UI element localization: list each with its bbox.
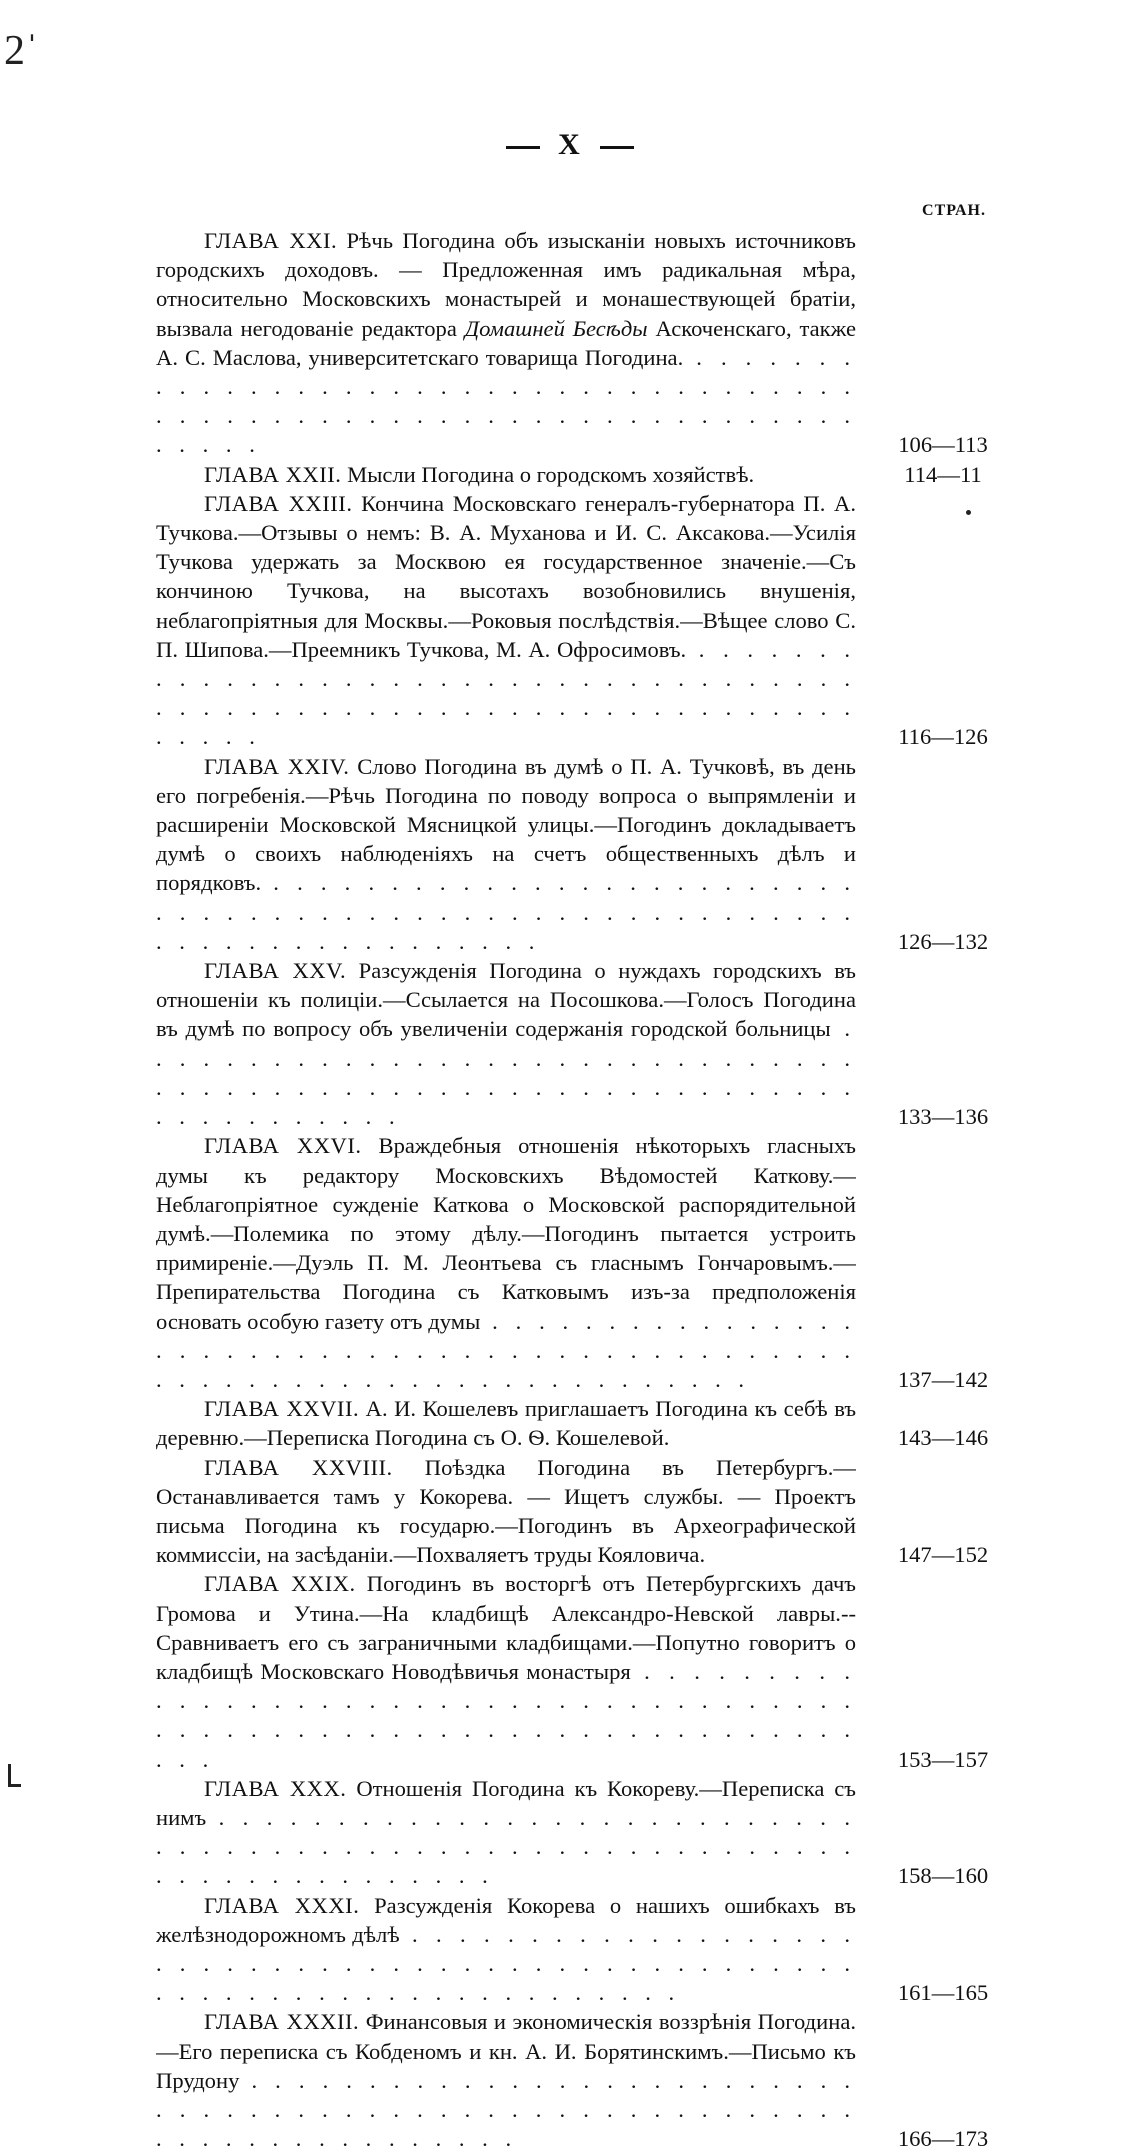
toc-entry-chapter-22 <box>156 460 1006 489</box>
page-range: 114—11 <box>904 461 982 487</box>
chapter-summary: А. И. Кошелевъ приглашаетъ Погодина къ себѣ въ деревню.—Переписка Погодина съ О. Ѳ. Кошелевой. <box>156 1396 856 1451</box>
chapter-title: ГЛАВА XXII. <box>204 461 342 487</box>
page-range: 158—160 <box>897 1863 989 1889</box>
chapter-title: ГЛАВА XXIV. <box>204 753 350 779</box>
chapter-summary-end: Аскоченскаго, также А. С. Маслова, университетскаго товарища Погодина. . . . <box>156 316 856 458</box>
chapter-title: ГЛАВА XXXII. <box>204 2009 360 2035</box>
page-range: 166—173 <box>897 2126 989 2152</box>
toc-entry-chapter-27 <box>156 1394 1006 1452</box>
chapter-summary: Финансовыя и экономическія воззрѣнія Погодина.—Его переписка съ Кобденомъ и кн. А. И. Борятинскимъ.—Письмо къ Прудону . . . <box>156 2009 856 2151</box>
chapter-title: ГЛАВА XXXI. <box>204 1892 360 1918</box>
page-range: 153—157 <box>897 1746 989 1772</box>
chapter-summary: Враждебныя отношенія нѣкоторыхъ гласныхъ думы къ редактору Московскихъ Вѣдомостей Каткову.—Неблагопріятное сужденіе Каткова о Московской распорядительной думѣ.—Полемика по этому дѣлу.—Погодинъ пытается устроить примиреніе.—Дуэль П. М. Леонтьева съ гласнымъ Гончаровымъ.—Препирательства Погодина съ Катковымъ изъ-за предположенія основать особую газету отъ думы . . . <box>156 1133 856 1392</box>
chapter-summary: Погодинъ въ восторгѣ отъ Петербургскихъ дачъ Громова и Утина.—На кладбищѣ Александро-Невской лавры.--Сравниваетъ его съ заграничными кладбищами.—Попутно говоритъ о кладбищѣ Московскаго Новодѣвичья монастыря . . . <box>156 1571 856 1771</box>
chapter-title: ГЛАВА XXVII. <box>204 1396 360 1422</box>
chapter-summary: Поѣздка Погодина въ Петербургъ.—Останавливается тамъ у Кокорева. — Ищетъ службы. — Проектъ письма Погодина къ государю.—Погодинъ въ Археографической коммиссіи, на засѣданіи.—Похваляетъ труды Кояловича. <box>156 1454 856 1568</box>
chapter-title: ГЛАВА XXVIII. <box>204 1454 393 1480</box>
chapter-title: ГЛАВА XXX. <box>204 1775 347 1801</box>
page-range: 126—132 <box>897 928 989 954</box>
toc-entry-chapter-31 <box>156 1891 1006 2008</box>
table-of-contents <box>156 226 1006 2153</box>
page-range: 133—136 <box>897 1104 989 1130</box>
toc-entry-chapter-21 <box>156 226 1006 460</box>
chapter-title: ГЛАВА XXIX. <box>204 1571 356 1597</box>
toc-entry-chapter-32 <box>156 2007 1006 2153</box>
page-numeral: X <box>558 128 582 161</box>
corner-crop-mark <box>8 1764 21 1787</box>
page-range: 161—165 <box>897 1980 989 2006</box>
header-dash-right <box>600 146 634 149</box>
chapter-title: ГЛАВА XXV. <box>204 958 347 984</box>
chapter-summary: Кончина Московскаго генералъ-губернатора П. А. Тучкова.—Отзывы о немъ: В. А. Муханова и И. С. Аксакова.—Усилія Тучкова удержать за Москвою ея государственное значеніе.—Съ кончиною Тучкова, на высотахъ возобновились внушенія, неблагопріятныя для Москвы.—Роковыя послѣдствія.—Вѣщее слово С. П. Шипова.—Преемникъ Тучкова, М. А. Офросимовъ. . . . <box>156 491 856 750</box>
page-range: 116—126 <box>898 724 988 750</box>
chapter-summary: Разсужденія Кокорева о нашихъ ошибкахъ въ желѣзнодорожномъ дѣлѣ . . . <box>156 1893 856 2006</box>
chapter-summary: Мысли Погодина о городскомъ хозяйствѣ. <box>347 461 755 487</box>
chapter-title: ГЛАВА XXVI. <box>204 1133 362 1159</box>
pages-column-label: СТРАН. <box>922 202 986 219</box>
page-range: 106—113 <box>898 432 988 458</box>
page-header <box>0 128 1140 162</box>
toc-entry-chapter-23 <box>156 489 1006 752</box>
chapter-summary: Слово Погодина въ думѣ о П. А. Тучковѣ, въ день его погребенія.—Рѣчь Погодина по поводу вопроса о выпрямленіи и расширеніи Московской Мясницкой улицы.—Погодинъ докладываетъ думѣ о своихъ наблюденіяхъ на счетъ общественныхъ дѣлъ и порядковъ. . . . <box>156 754 856 954</box>
chapter-summary: Разсужденія Погодина о нуждахъ городскихъ въ отношеніи къ полиціи.—Ссылается на Посошкова.—Голосъ Погодина въ думѣ по вопросу объ увеличеніи содержанія городской больницы . . . <box>156 958 856 1129</box>
toc-entry-chapter-26 <box>156 1131 1006 1394</box>
page-range: 137—142 <box>897 1366 989 1392</box>
header-dash-left <box>506 146 540 149</box>
chapter-summary: Рѣчь Погодина объ изысканіи новыхъ источниковъ городскихъ доходовъ. — Предложенная имъ радикальная мѣра, относительно Московскихъ монастырей и монашествующей братіи, вызвала негодованіе редактора <box>156 228 856 341</box>
toc-entry-chapter-28 <box>156 1453 1006 1570</box>
toc-entry-chapter-30 <box>156 1774 1006 1891</box>
chapter-title: ГЛАВА XXIII. <box>204 490 353 516</box>
margin-pencil-mark: 2ˈ <box>4 28 39 74</box>
toc-entry-chapter-29 <box>156 1569 1006 1773</box>
page-range: 147—152 <box>897 1542 989 1568</box>
page-range: 143—146 <box>897 1425 989 1451</box>
toc-entry-chapter-24 <box>156 752 1006 956</box>
toc-entry-chapter-25 <box>156 956 1006 1131</box>
periodical-title: Домашней Бесѣды <box>464 315 648 341</box>
chapter-summary: Отношенія Погодина къ Кокореву.—Переписка съ нимъ . . . <box>156 1776 856 1889</box>
chapter-title: ГЛАВА XXI. <box>204 228 338 253</box>
